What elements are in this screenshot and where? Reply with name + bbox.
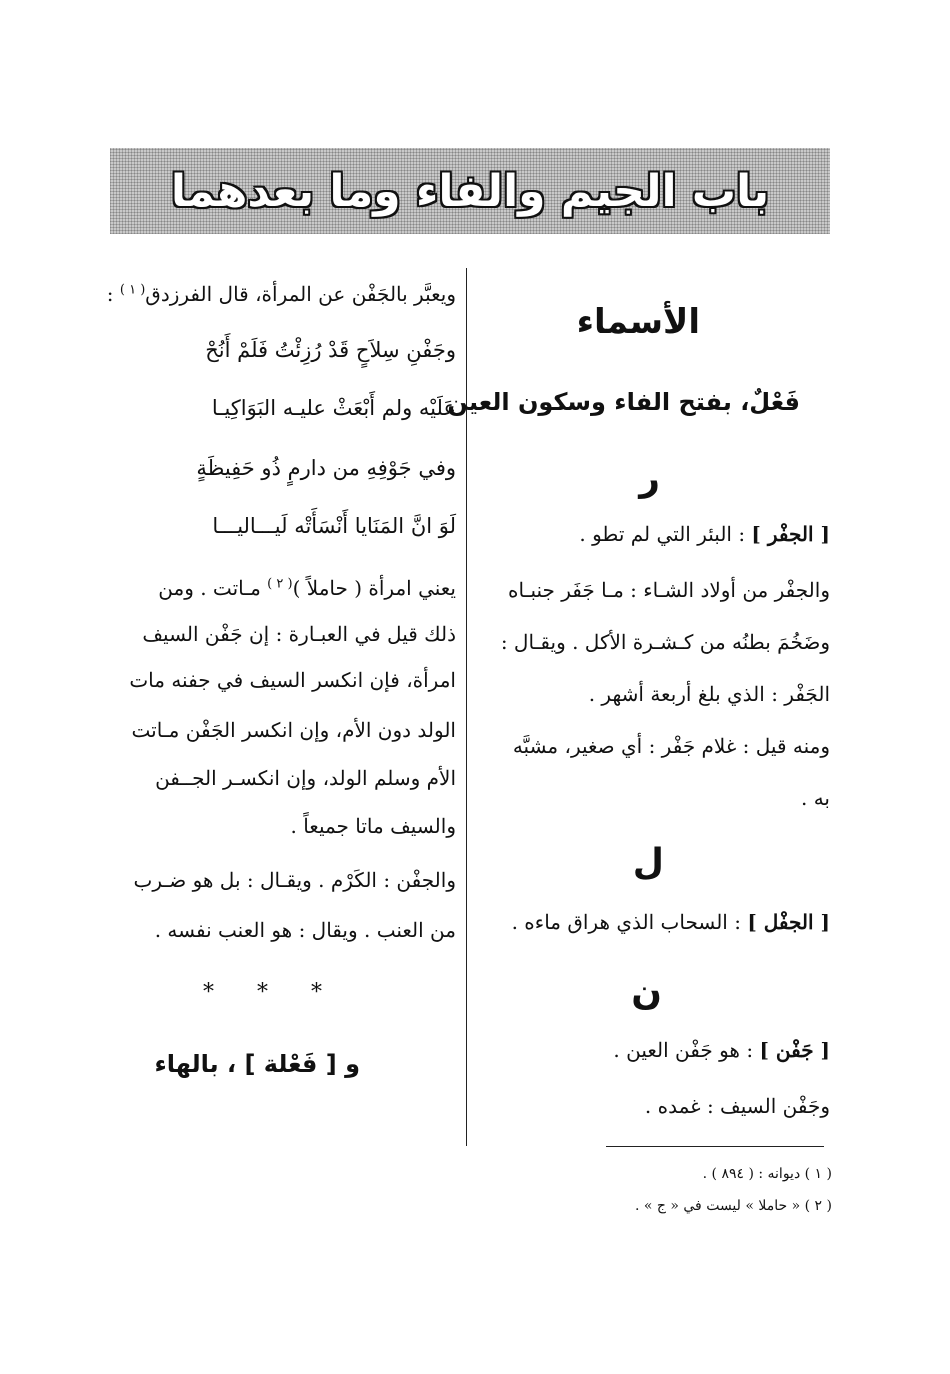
text-run: يعني امرأة ( حاملاً ) [292,576,456,600]
footnote-ref: ( ٢ ) [267,576,293,592]
letter-heading-n: ن [631,972,662,1013]
section-separator: * * * [203,980,340,1005]
letter-heading-r: ر [639,458,660,499]
verse-line: وجَفْنِ سِلاَحٍ قَدْ رُزِئْتُ فَلَمْ أَنُحْ [205,338,456,362]
verse-line: لَوَ انَّ المَنَايا أَنْسَأَتْه لَيـــاليـــا [212,514,456,538]
text-run: : [106,282,114,306]
letter-heading-l: ل [632,842,664,883]
verse-line: وفي جَوْفِهِ من دارمٍ ذُو حَفِيظَةٍ [196,456,456,480]
paragraph-line: امرأة، فإن انكسر السيف في جفنه مات [129,668,456,692]
entry-text: : هو جَفْن العين . [613,1038,754,1062]
text-run: ويعبَّر بالجَفْن عن المرأة، قال الفرزدق [145,282,456,306]
entry-headword: [ الجفْر ] [751,522,830,546]
paragraph-line: والجفْر من أولاد الشـاء : مـا جَفَر جنبـاه [508,578,830,602]
paragraph-line: الولد دون الأم، وإن انكسر الجَفْن مـاتت [131,718,456,742]
paragraph-line: والسيف ماتا جميعاً . [290,814,456,838]
paragraph-line [158,576,456,600]
subsection-title: فَعْلٌ، بفتح الفاء وسكون العين [447,388,800,416]
footnote: ( ٢ ) « حاملا » ليست في « ج » . [634,1198,832,1214]
entry-text: : البئر التي لم تطو . [579,522,746,546]
text-run: مـاتت . ومن [158,576,261,600]
paragraph-line: وضَخُمَ بطنُه من كـشـرة الأكل . ويقـال : [500,630,830,654]
footnote-rule [606,1146,824,1147]
footnote-ref: ( ١ ) [119,282,146,298]
paragraph-line: الجَفْر : الذي بلغ أربعة أشهر . [588,682,830,706]
entry-jafl [512,910,830,934]
paragraph-line: به . [800,786,830,810]
section-title: الأسماء [576,302,700,342]
paragraph-line: ذلك قيل في العبـارة : إن جَفْن السيف [142,622,456,646]
entry-text: : السحاب الذي هراق ماءه . [511,910,741,934]
paragraph-line [107,282,456,306]
paragraph-line: من العنب . ويقال : هو العنب نفسه . [154,918,456,942]
footnote: ( ١ ) ديوانه : ( ٨٩٤ ) . [702,1166,832,1182]
entry-headword: [ جَفْن ] [759,1038,830,1062]
entry-jafn [613,1038,830,1062]
paragraph-line: والجفْن : الكَرْم . ويقـال : بل هو ضـرب [133,868,456,892]
chapter-banner [110,148,830,234]
verse-line: عَلَيْه ولم أَبْعَثْ عليـه البَوَاكِيـا [211,396,456,420]
entry-jafr [579,522,830,546]
paragraph-line: ومنه قيل : غلام جَفْر : أي صغير، مشبَّه [512,734,830,758]
paragraph-line: الأم وسلم الولد، وإن انكسـر الجــفن [155,766,456,790]
chapter-title: باب الجيم والفاء وما بعدهما [170,165,770,217]
paragraph-line: وجَفْن السيف : غمده . [644,1094,830,1118]
subsection-title: و [ فَعْلة ] ، بالهاء [154,1050,360,1078]
entry-headword: [ الجفْل ] [747,910,830,934]
